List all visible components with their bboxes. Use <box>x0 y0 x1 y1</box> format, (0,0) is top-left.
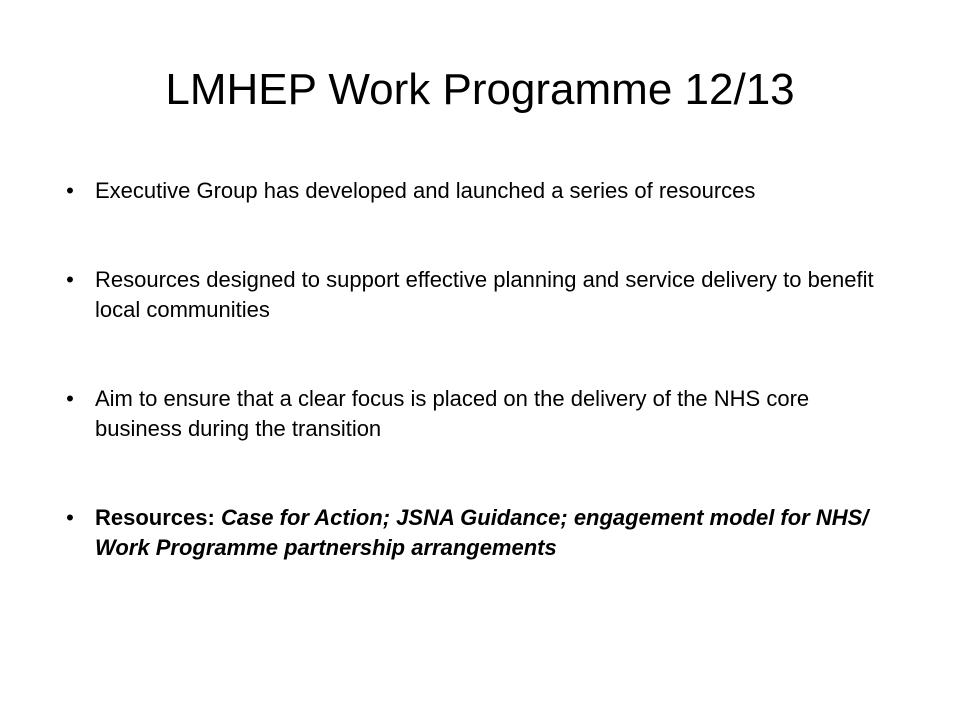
bullet-item-3 <box>60 384 900 444</box>
bullet-marker: • <box>66 505 74 530</box>
bullet-item-1 <box>60 176 900 206</box>
slide-title: LMHEP Work Programme 12/13 <box>165 65 795 114</box>
bullet-list <box>60 176 900 563</box>
bullet-text: Resources designed to support effective planning and service delivery to benefit local communities <box>95 267 874 322</box>
bullet-item-4 <box>60 503 900 563</box>
bullet-lead-text: Resources: <box>95 505 221 530</box>
bullet-marker: • <box>66 267 74 292</box>
bullet-detail-text: Case for Action; JSNA Guidance; engagement model for NHS/ Work Programme partnership arrangements <box>95 505 869 560</box>
bullet-text: Executive Group has developed and launched a series of resources <box>95 178 756 203</box>
bullet-marker: • <box>66 178 74 203</box>
bullet-marker: • <box>66 386 74 411</box>
bullet-item-2 <box>60 265 900 325</box>
bullet-text: Aim to ensure that a clear focus is placed on the delivery of the NHS core business during the transition <box>95 386 810 441</box>
